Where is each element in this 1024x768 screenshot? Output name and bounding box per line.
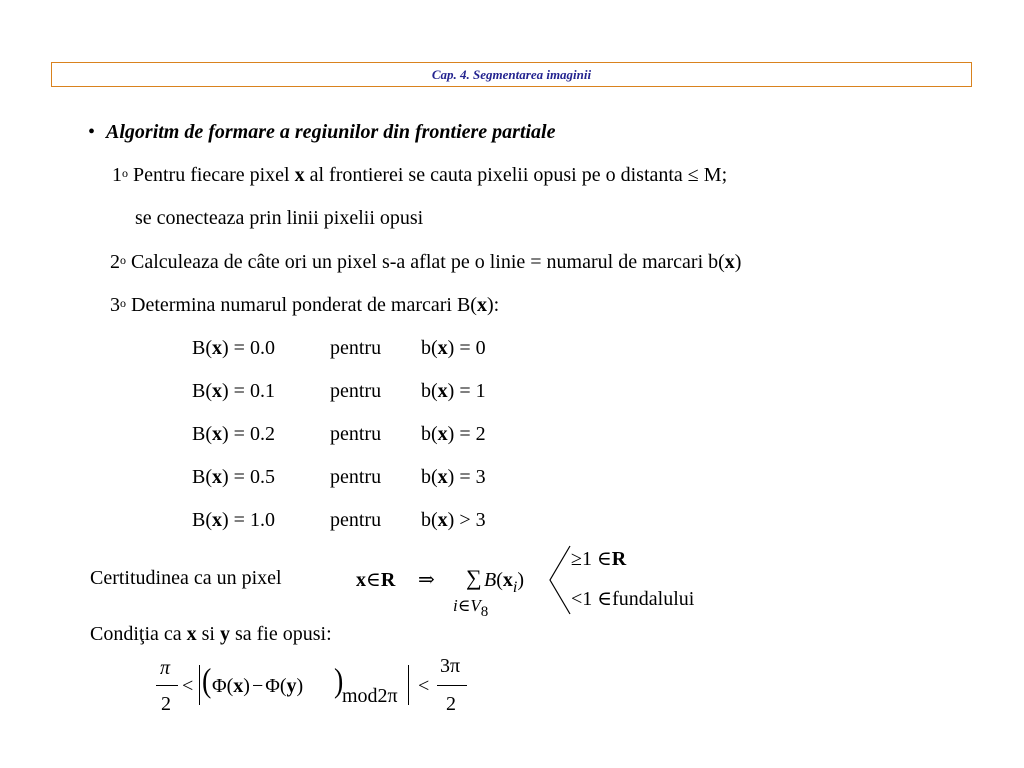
x-symbol: x — [437, 380, 448, 402]
case-inside-region — [571, 547, 626, 571]
x-symbol: x — [356, 569, 366, 591]
element-of-symbol: ∈ — [457, 596, 471, 615]
page-header — [51, 62, 972, 87]
step-3-number: 3 — [110, 294, 120, 316]
less-than-symbol: < — [418, 675, 430, 697]
weight-value: 0.0 — [249, 337, 275, 359]
x-symbol: x — [186, 623, 197, 645]
paren-close: ) — [334, 662, 344, 700]
condition-label — [90, 622, 332, 646]
right-fraction-numerator: 3π — [440, 655, 461, 677]
x-symbol: x — [212, 423, 222, 445]
phi-symbol: Φ — [212, 675, 227, 697]
less-than-symbol: < — [182, 675, 194, 697]
y-symbol: y — [219, 623, 230, 645]
count-relation: = 2 — [459, 423, 486, 445]
header-title: Cap. 4. Segmentarea imaginii — [431, 67, 592, 82]
minus-symbol: − — [251, 675, 264, 697]
x-symbol: x — [212, 380, 222, 402]
pentru-word: pentru — [330, 509, 382, 531]
step-2-x: x — [724, 251, 735, 273]
step-1 — [112, 163, 727, 187]
x-symbol: x — [212, 466, 222, 488]
weight-value: 0.2 — [249, 423, 275, 445]
step-2-text-a: Calculeaza de câte ori un pixel s-a aflat pe o linie = numarul de marcari b( — [131, 251, 725, 273]
x-symbol: x — [212, 509, 222, 531]
pentru-word: pentru — [330, 380, 382, 402]
step-3-text-b: ): — [486, 294, 500, 316]
background-word: fundalului — [612, 588, 695, 610]
case-2-relation: <1 — [571, 588, 593, 610]
step-3-text-a: Determina numarul ponderat de marcari B( — [131, 294, 477, 316]
index-i: i — [512, 579, 518, 596]
paren-open: ( — [202, 662, 212, 700]
step-2-sup: o — [120, 253, 126, 267]
region-symbol: R — [380, 569, 396, 591]
x-symbol: x — [437, 509, 448, 531]
step-1-x: x — [294, 164, 305, 186]
condition-text-b: si — [201, 623, 215, 645]
element-of-symbol: ∈ — [597, 588, 613, 610]
pentru-word: pentru — [330, 466, 382, 488]
step-2 — [110, 250, 741, 274]
x-symbol: x — [437, 466, 448, 488]
phi-difference: Φ(x) − Φ(y) — [212, 675, 304, 697]
step-1-sup: o — [122, 166, 128, 180]
x-symbol: x — [437, 423, 448, 445]
count-relation: = 1 — [459, 380, 486, 402]
fraction-bar — [156, 685, 178, 686]
element-of-symbol: ∈ — [366, 569, 381, 591]
step-2-text-b: ) — [734, 251, 742, 273]
count-relation: = 3 — [459, 466, 486, 488]
x-symbol: x — [233, 675, 244, 697]
condition-text-c: sa fie opusi: — [234, 623, 332, 645]
weight-value: 0.5 — [249, 466, 275, 488]
step-1-number: 1 — [112, 164, 122, 186]
y-symbol: y — [286, 675, 297, 697]
element-of-symbol: ∈ — [596, 548, 612, 570]
neighbourhood-size: 8 — [480, 604, 489, 620]
count-relation: = 0 — [459, 337, 486, 359]
sum-subscript — [453, 594, 488, 619]
section-heading — [88, 120, 556, 144]
case-background — [571, 587, 694, 611]
certitude-label: Certitudinea ca un pixel — [90, 567, 282, 589]
weight-value: 1.0 — [249, 509, 275, 531]
sum-symbol: ∑ — [466, 565, 482, 590]
count-relation: > 3 — [459, 509, 486, 531]
abs-bar — [199, 665, 200, 705]
sum-term: $B(x_i)$ — [484, 569, 525, 596]
cases-bracket — [544, 544, 574, 616]
weight-value: 0.1 — [249, 380, 275, 402]
neighbourhood-symbol: V — [470, 596, 481, 615]
mod-subscript: mod2π — [342, 685, 398, 707]
pentru-word: pentru — [330, 337, 382, 359]
index-i: i — [453, 596, 458, 615]
pentru-word: pentru — [330, 423, 382, 445]
step-3 — [110, 293, 499, 317]
step-1-text-b: al frontierei se cauta pixelii opusi pe o distanta ≤ M; — [309, 164, 728, 186]
x-symbol: x — [212, 337, 222, 359]
heading-text: Algoritm de formare a regiunilor din frontiere partiale — [106, 121, 556, 143]
right-fraction-denominator: 2 — [446, 693, 456, 715]
region-symbol: R — [611, 548, 627, 570]
fraction-bar — [437, 685, 467, 686]
phi-symbol: Φ — [265, 675, 280, 697]
step-2-number: 2 — [110, 251, 120, 273]
x-symbol: x — [437, 337, 448, 359]
case-1-relation: ≥1 — [571, 548, 592, 570]
step-1-continuation — [135, 206, 423, 230]
step-1-text-a: Pentru fiecare pixel — [133, 164, 290, 186]
step-3-x: x — [476, 294, 487, 316]
condition-text-a: Condiţia ca — [90, 623, 182, 645]
implies-symbol: ⇒ — [418, 569, 435, 591]
left-fraction-denominator: 2 — [161, 693, 171, 715]
left-fraction-numerator: π — [160, 657, 171, 679]
step-1b-text: se conecteaza prin linii pixelii opusi — [135, 207, 424, 229]
B-symbol: B — [484, 569, 497, 591]
x-in-R — [356, 568, 395, 592]
x-symbol: x — [502, 569, 513, 591]
step-3-sup: o — [120, 296, 126, 310]
bullet: • — [88, 121, 96, 143]
abs-bar — [408, 665, 409, 705]
